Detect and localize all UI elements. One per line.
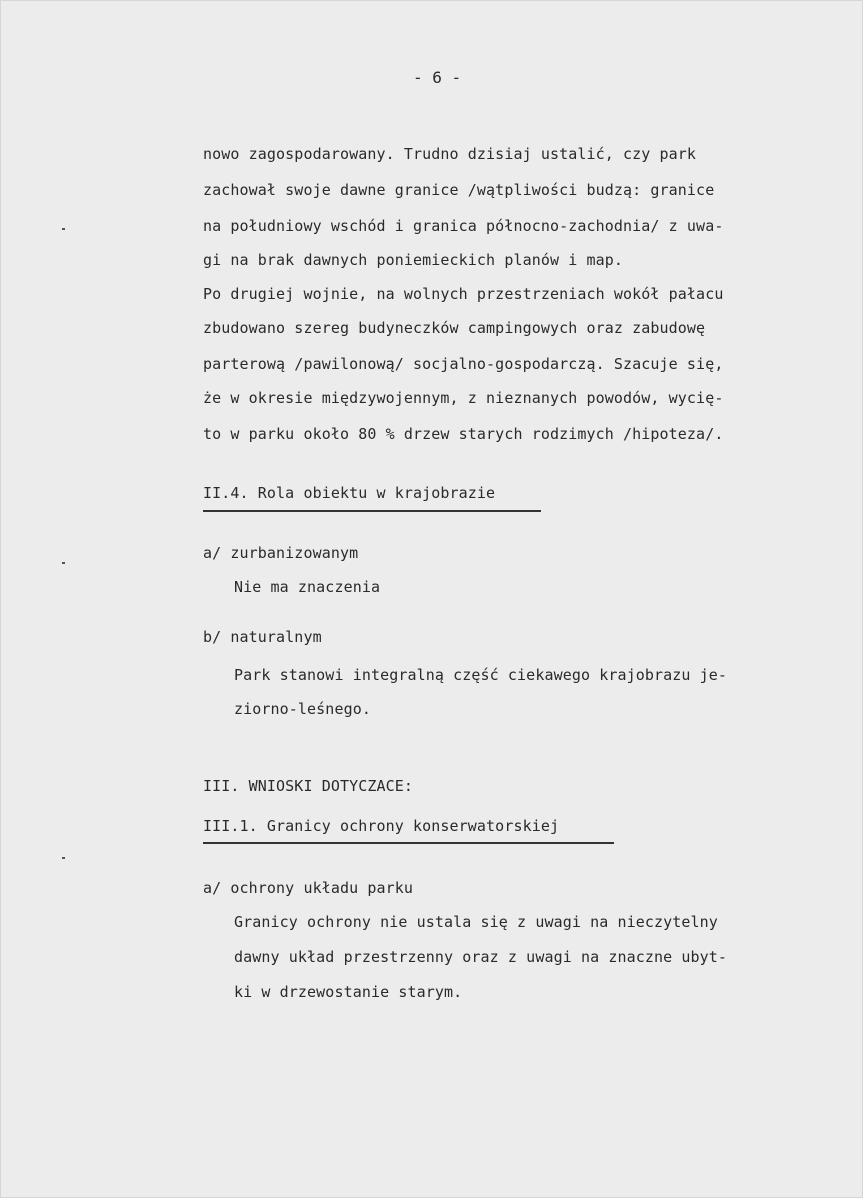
- paragraph-line: to w parku około 80 % drzew starych rodzimych /hipoteza/.: [203, 425, 724, 443]
- paragraph-line: na południowy wschód i granica północno-zachodnia/ z uwa-: [203, 217, 724, 235]
- list-item-text: ziorno-leśnego.: [234, 700, 371, 718]
- paragraph-line: nowo zagospodarowany. Trudno dzisiaj ustalić, czy park: [203, 145, 697, 163]
- list-item-text: dawny układ przestrzenny oraz z uwagi na znaczne ubyt-: [234, 948, 728, 966]
- heading-underline: [203, 510, 541, 512]
- page-number: - 6 -: [413, 68, 462, 87]
- section-heading: II.4. Rola obiektu w krajobrazie: [203, 484, 496, 502]
- list-item-text: Nie ma znaczenia: [234, 578, 381, 596]
- heading-underline: [203, 842, 614, 844]
- subsection-heading: III.1. Granicy ochrony konserwatorskiej: [203, 817, 560, 835]
- list-item-text: Park stanowi integralną część ciekawego krajobrazu je-: [234, 666, 728, 684]
- paragraph-line: zachował swoje dawne granice /wątpliwości budzą: granice: [203, 181, 715, 199]
- margin-mark: [62, 562, 65, 564]
- list-item-label: a/ ochrony układu parku: [203, 879, 414, 897]
- list-item-text: ki w drzewostanie starym.: [234, 983, 463, 1001]
- paragraph-line: zbudowano szereg budyneczków campingowych oraz zabudowę: [203, 319, 706, 337]
- paragraph-line: parterową /pawilonową/ socjalno-gospodarczą. Szacuje się,: [203, 355, 724, 373]
- paragraph-line: gi na brak dawnych poniemieckich planów i map.: [203, 251, 624, 269]
- list-item-label: a/ zurbanizowanym: [203, 544, 359, 562]
- section-heading: III. WNIOSKI DOTYCZACE:: [203, 777, 414, 795]
- margin-mark: [62, 228, 65, 230]
- list-item-label: b/ naturalnym: [203, 628, 322, 646]
- paragraph-line: Po drugiej wojnie, na wolnych przestrzeniach wokół pałacu: [203, 285, 724, 303]
- list-item-text: Granicy ochrony nie ustala się z uwagi na nieczytelny: [234, 913, 718, 931]
- paragraph-line: że w okresie międzywojennym, z nieznanych powodów, wycię-: [203, 389, 724, 407]
- margin-mark: [62, 857, 65, 859]
